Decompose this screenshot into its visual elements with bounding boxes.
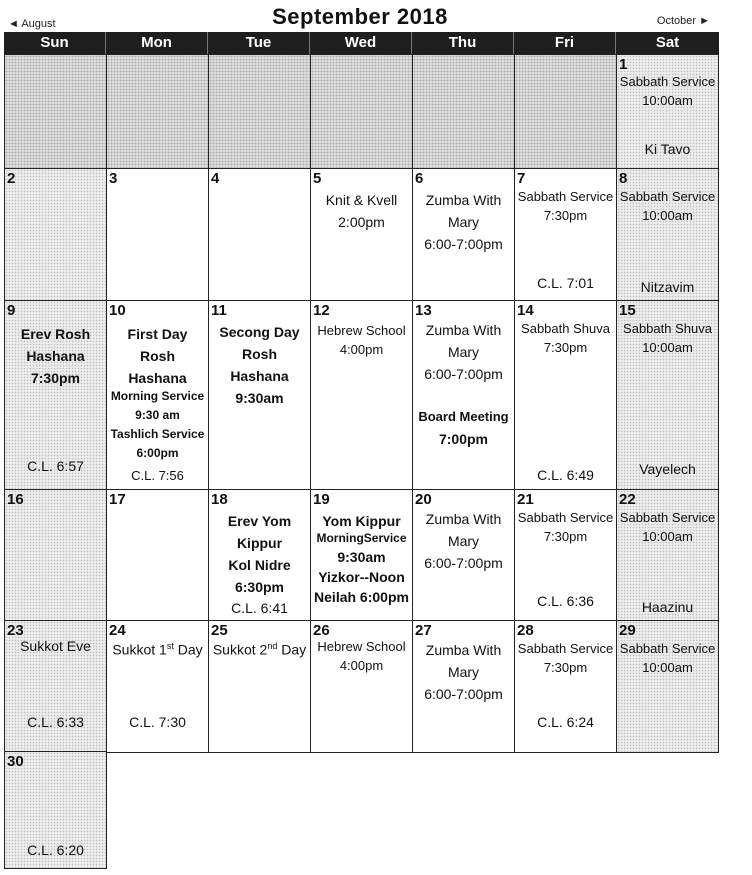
event-title: Knit & Kvell [325,192,398,208]
day-cell-30[interactable] [4,751,107,869]
day-number: 13 [415,302,432,319]
event-title: Zumba With [425,511,502,527]
event-time: 10:00am [642,340,693,355]
day-cell-22[interactable] [616,489,719,622]
weekday-wed: Wed [310,32,412,54]
day-cell-7[interactable] [514,168,617,302]
event-title: Sabbath Service [619,189,716,204]
event-title: Morning Service [110,389,205,403]
weekday-header-row [4,32,719,54]
event-time: 7:30pm [543,660,588,675]
day-cell-16[interactable] [4,489,107,622]
day-number: 8 [619,170,628,187]
day-cell-9[interactable] [4,300,107,491]
event-title: Sabbath Service [517,641,614,656]
event-title: Secong Day [219,324,300,340]
empty-day-cell [310,54,413,169]
event-time: 7:30pm [30,370,81,386]
event-title: Sabbath Service [517,510,614,525]
event-title: Mary [447,533,480,549]
weekday-mon: Mon [106,32,208,54]
day-number: 1 [619,56,628,73]
empty-day-cell [208,54,311,169]
event-time: 7:00pm [438,431,489,447]
event-time: 10:00am [642,529,693,544]
weekday-thu: Thu [412,32,514,54]
candle-lighting: C.L. 6:49 [537,467,594,483]
event-time: 9:30 am [135,408,180,422]
event-time: 7:30pm [543,208,588,223]
event-title: MorningService [316,531,407,545]
event-title: Yizkor--Noon [318,569,405,585]
event-title: Board Meeting [418,409,509,424]
candle-lighting: C.L. 6:24 [537,714,594,730]
day-cell-17[interactable] [106,489,209,622]
event-title: Sabbath Shuva [623,321,712,336]
candle-lighting: C.L. 6:41 [231,600,288,616]
day-cell-26[interactable] [310,620,413,753]
candle-lighting: C.L. 6:36 [537,593,594,609]
weekday-sun: Sun [4,32,106,54]
event-time: 6:00-7:00pm [424,555,503,571]
event-time: 9:30am [235,390,284,406]
day-number: 17 [109,491,126,508]
day-cell-13[interactable] [412,300,515,491]
event-time: 6:00-7:00pm [424,686,503,702]
next-month-link[interactable]: October ► [656,15,710,27]
day-cell-5[interactable] [310,168,413,302]
day-number: 30 [7,753,24,770]
event-title: Zumba With [425,322,502,338]
calendar-grid [4,32,719,870]
event-title: Tashlich Service [110,427,205,441]
day-number: 14 [517,302,534,319]
day-number: 2 [7,170,16,187]
day-number: 26 [313,622,330,639]
day-number: 20 [415,491,432,508]
day-cell-6[interactable] [412,168,515,302]
event-title: Zumba With [425,192,502,208]
event-title: Hebrew School [317,639,406,654]
event-time: 6:00pm [136,446,179,460]
event-time: 4:00pm [339,342,384,357]
day-number: 12 [313,302,330,319]
day-number: 9 [7,302,16,319]
event-title: Zumba With [425,642,502,658]
event-title: Rosh [140,348,175,364]
day-number: 29 [619,622,636,639]
day-cell-1[interactable] [616,54,719,169]
day-cell-24[interactable] [106,620,209,753]
event-time: 2:00pm [338,214,385,230]
event-title: Hashana [230,368,289,384]
day-cell-20[interactable] [412,489,515,622]
event-title: Sabbath Shuva [521,321,610,336]
day-number: 24 [109,622,126,639]
candle-lighting: C.L. 7:56 [131,468,184,483]
day-cell-15[interactable] [616,300,719,491]
day-number: 7 [517,170,526,187]
event-title: First Day [127,326,188,342]
empty-day-cell [106,54,209,169]
event-title: Sukkot Eve [20,638,91,654]
day-cell-29[interactable] [616,620,719,753]
candle-lighting: C.L. 6:20 [27,842,84,858]
event-time: 6:00-7:00pm [424,236,503,252]
empty-day-cell [514,54,617,169]
event-title: Sabbath Service [619,510,716,525]
weekday-fri: Fri [514,32,616,54]
event-title: Sabbath Service [619,641,716,656]
event-title: Sabbath Service [619,74,716,89]
candle-lighting: C.L. 7:30 [129,714,186,730]
event-title: Erev Rosh [20,326,91,342]
day-number: 11 [211,302,227,319]
day-cell-3[interactable] [106,168,209,302]
day-cell-23[interactable] [4,620,107,753]
event-title: Kol Nidre [228,557,291,573]
day-cell-21[interactable] [514,489,617,622]
day-cell-11[interactable] [208,300,311,491]
weekday-tue: Tue [208,32,310,54]
event-title: Kippur [236,535,283,551]
day-cell-4[interactable] [208,168,311,302]
event-title: Hebrew School [317,323,406,338]
event-title: Sabbath Service [517,189,614,204]
day-number: 5 [313,170,322,187]
calendar-title-bar [4,4,716,32]
event-time: 7:30pm [543,340,588,355]
day-cell-19[interactable] [310,489,413,622]
day-cell-14[interactable] [514,300,617,491]
day-number: 16 [7,491,24,508]
event-title: Mary [447,664,480,680]
event-time: 10:00am [642,660,693,675]
event-title: Hashana [128,370,187,386]
event-time: 7:30pm [543,529,588,544]
day-number: 25 [211,622,228,639]
candle-lighting: C.L. 6:33 [27,714,84,730]
day-cell-8[interactable] [616,168,719,302]
day-cell-18[interactable] [208,489,311,622]
day-number: 3 [109,170,118,187]
month-title: September 2018 [272,4,448,29]
event-time: 10:00am [642,93,693,108]
event-title: Yom Kippur [322,513,401,529]
day-number: 27 [415,622,432,639]
day-cell-25[interactable] [208,620,311,753]
event-title: Rosh [242,346,277,362]
day-number: 22 [619,491,636,508]
day-cell-10[interactable] [106,300,209,491]
event-title: Erev Yom [227,513,292,529]
candle-lighting: C.L. 7:01 [537,275,594,291]
day-number: 18 [211,491,228,508]
day-cell-2[interactable] [4,168,107,302]
event-title: Mary [447,344,480,360]
day-number: 28 [517,622,534,639]
torah-portion: Vayelech [639,461,696,477]
day-number: 10 [109,302,126,319]
event-time: 6:30pm [234,579,285,595]
day-number: 4 [211,170,220,187]
day-cell-12[interactable] [310,300,413,491]
empty-day-cell [4,54,107,169]
prev-month-link[interactable]: ◄ August [8,18,56,30]
torah-portion: Ki Tavo [644,141,691,157]
weekday-sat: Sat [616,32,719,54]
event-title: Hashana [26,348,85,364]
event-time: 9:30am [337,549,386,565]
event-time: 10:00am [642,208,693,223]
day-number: 6 [415,170,424,187]
day-number: 15 [619,302,636,319]
torah-portion: Haazinu [641,599,694,615]
event-time: 4:00pm [339,658,384,673]
torah-portion: Nitzavim [640,279,695,295]
event-time: 6:00-7:00pm [424,366,503,382]
candle-lighting: C.L. 6:57 [27,458,84,474]
day-cell-28[interactable] [514,620,617,753]
event-title: Sukkot 1st Day [112,641,203,658]
empty-day-cell [412,54,515,169]
event-title: Neilah 6:00pm [314,589,409,605]
event-title: Mary [447,214,480,230]
day-number: 19 [313,491,330,508]
day-number: 23 [7,622,24,639]
day-cell-27[interactable] [412,620,515,753]
day-number: 21 [517,491,534,508]
event-title: Sukkot 2nd Day [212,641,307,658]
